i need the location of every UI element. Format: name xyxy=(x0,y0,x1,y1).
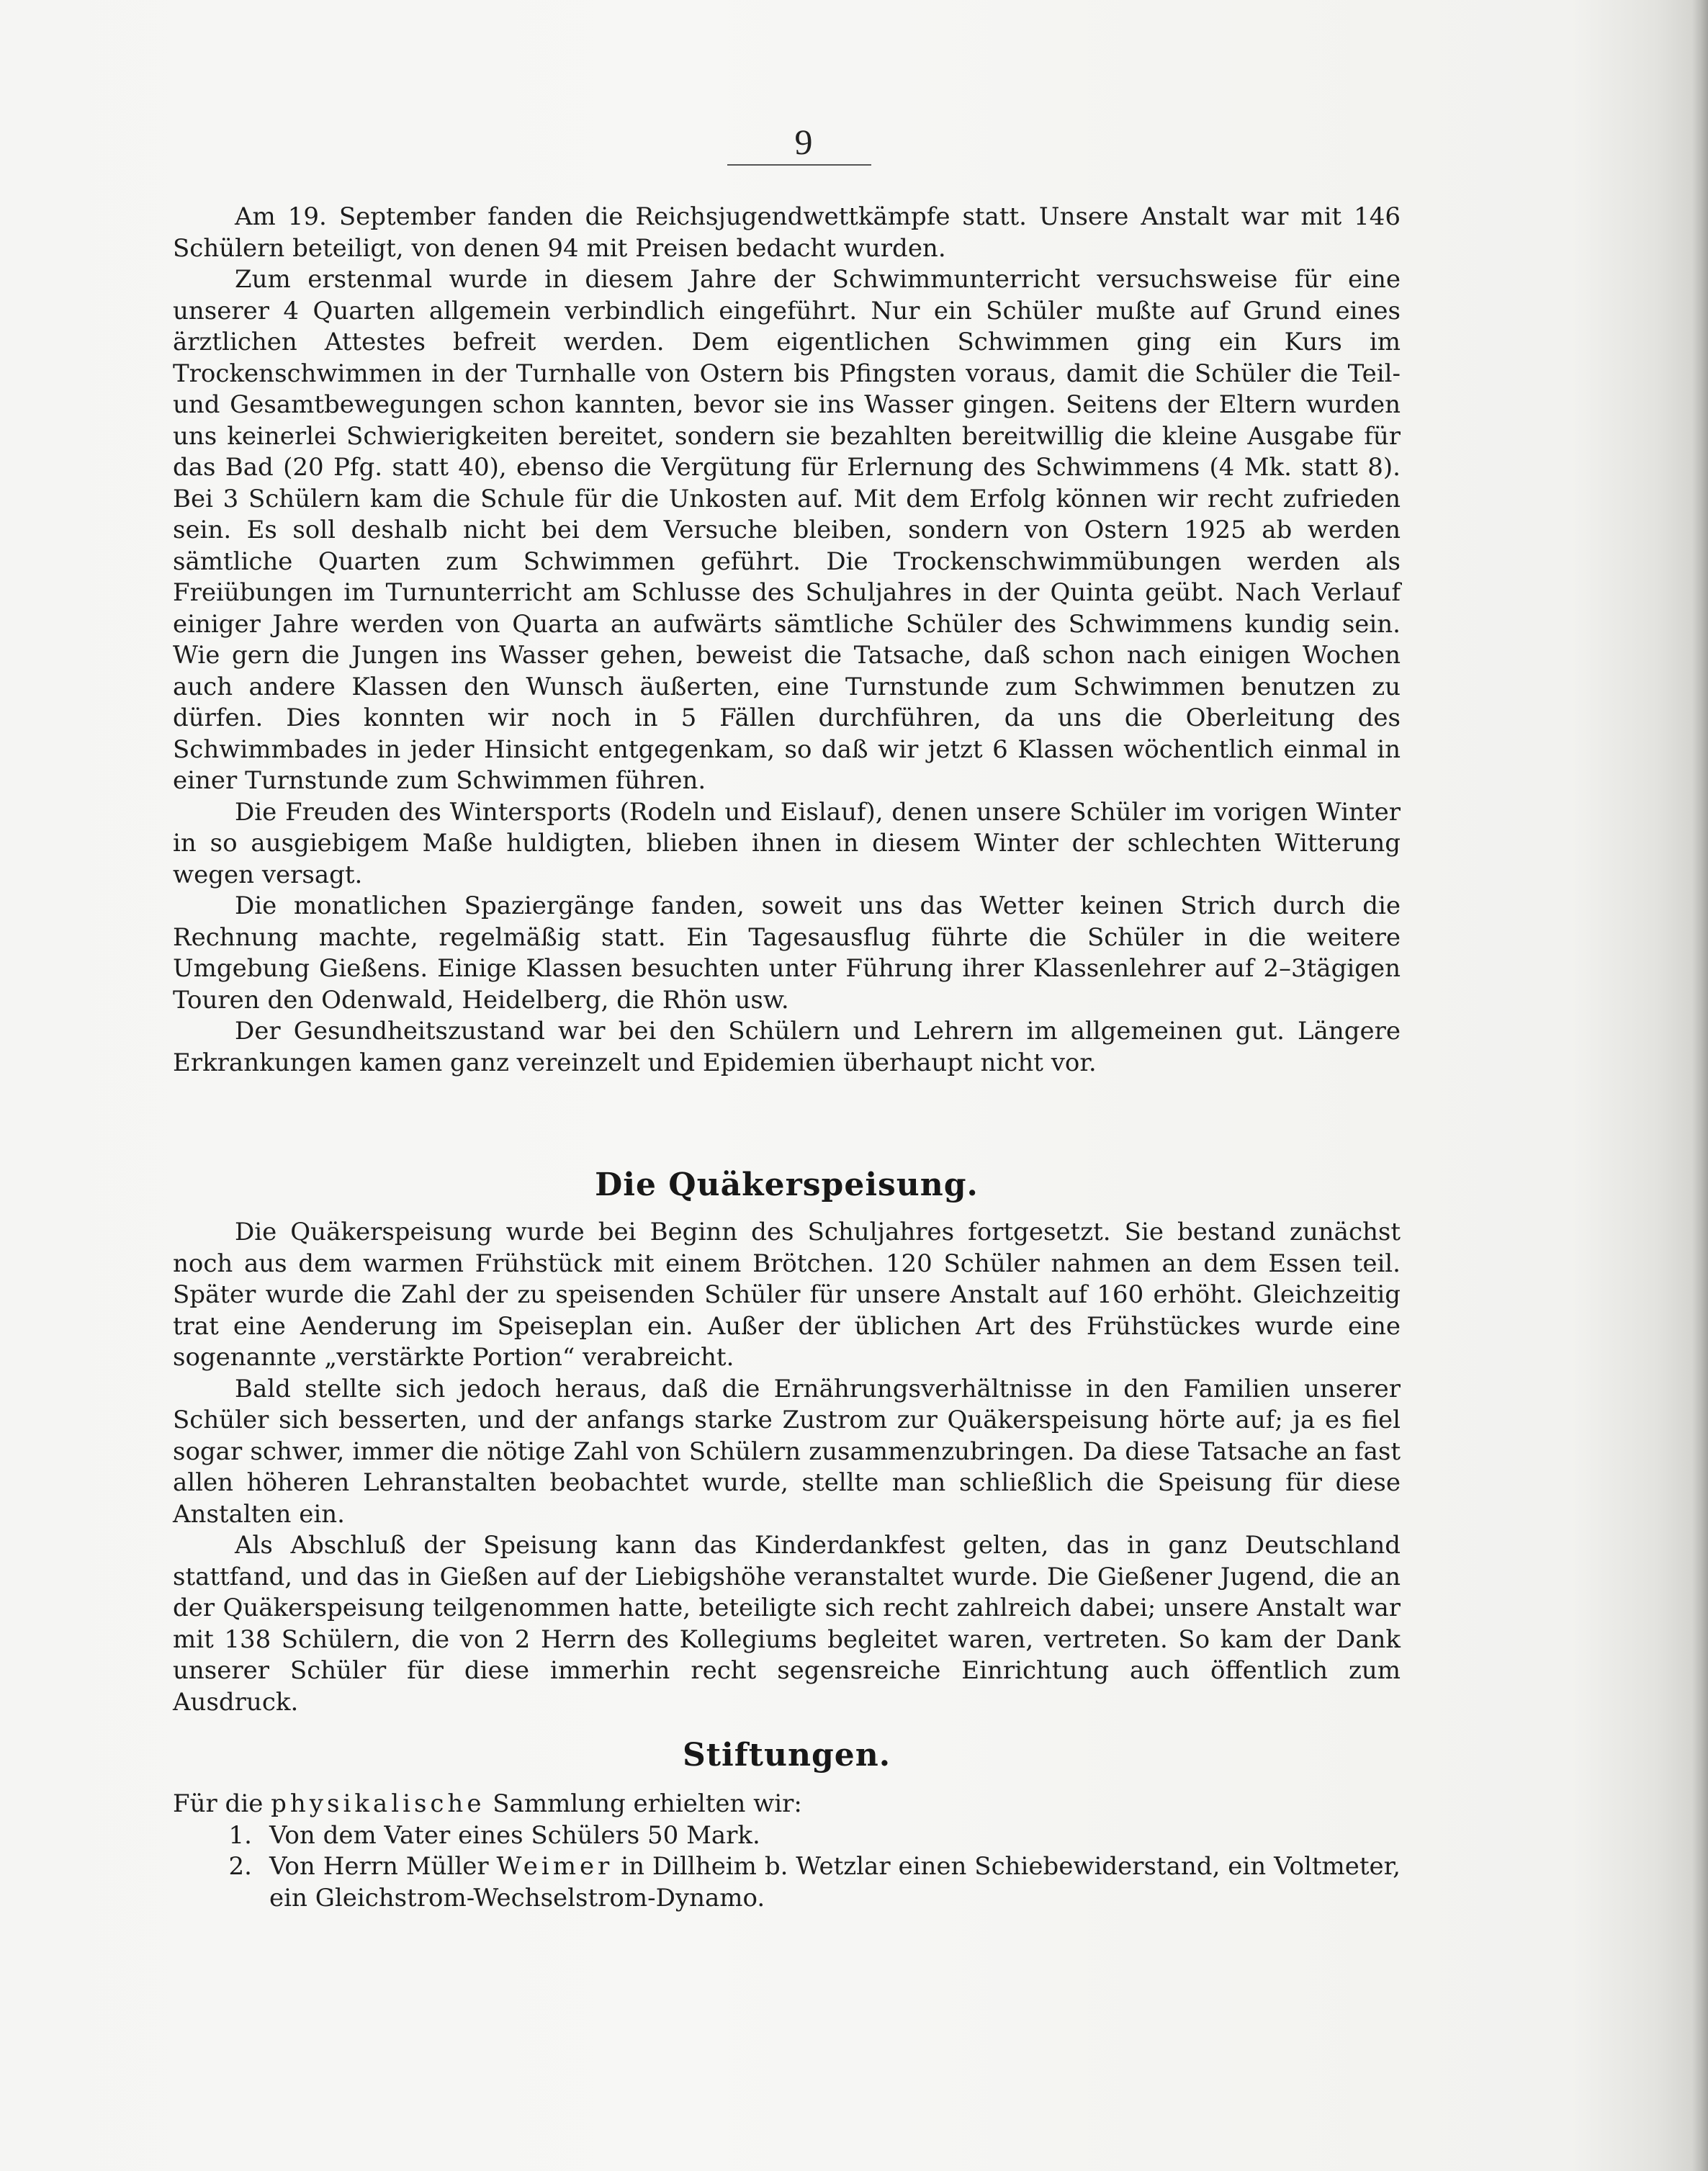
item-emphasis: Weimer xyxy=(496,1852,613,1881)
paragraph: Die Freuden des Wintersports (Rodeln und Eislauf), denen unsere Schüler im vorigen Winter in so ausgiebigem Maße huldigten, blieben ihnen in diesem Winter der schlechten Witterung wegen versagt. xyxy=(173,797,1401,889)
section-quaekerspeisung xyxy=(173,1217,1401,1718)
paragraph: Zum erstenmal wurde in diesem Jahre der Schwimmunterricht versuchsweise für eine unserer 4 Quarten allgemein verbindlich eingeführt. Nur ein Schüler mußte auf Grund eines ärztlichen Attestes befreit werden. Dem eigentlichen Schwimmen ging ein Kurs im Trockenschwimmen in der Turnhalle von Ostern bis Pfingsten voraus, damit die Schüler die Teil- und Gesamtbewegungen schon kannten, bevor sie ins Wasser gingen. Seitens der Eltern wurden uns keinerlei Schwierigkeiten bereitet, sondern sie bezahlten bereitwillig die kleine Ausgabe für das Bad (20 Pfg. statt 40), ebenso die Vergütung für Erlernung des Schwimmens (4 Mk. statt 8). Bei 3 Schülern kam die Schule für die Unkosten auf. Mit dem Erfolg können wir recht zufrieden sein. Es soll deshalb nicht bei dem Versuche bleiben, sondern von Ostern 1925 ab werden sämtliche Quarten zum Schwimmen geführt. Die Trockenschwimmübungen werden als Freiübungen im Turnunterricht am Schlusse des Schuljahres in der Quinta geübt. Nach Verlauf einiger Jahre werden von Quarta an aufwärts sämtliche Schüler des Schwimmens kundig sein. Wie gern die Jungen ins Wasser gehen, beweist die Tatsache, daß schon nach einigen Wochen auch andere Klassen den Wunsch äußerten, eine Turnstunde zum Schwimmen benutzen zu dürfen. Dies konnten wir noch in 5 Fällen durchführen, da uns die Oberleitung des Schwimmbades in jeder Hinsicht entgegenkam, so daß wir jetzt 6 Klassen wöchentlich einmal in einer Turnstunde zum Schwimmen führen. xyxy=(173,265,1401,795)
paragraph: Der Gesundheitszustand war bei den Schülern und Lehrern im allgemeinen gut. Längere Erkrankungen kamen ganz vereinzelt und Epidemien überhaupt nicht vor. xyxy=(173,1017,1401,1077)
intro-text: Sammlung erhielten wir: xyxy=(493,1789,802,1818)
list-item-text: Von dem Vater eines Schülers 50 Mark. xyxy=(269,1820,760,1850)
page-number: 9 xyxy=(794,122,813,162)
paragraph: Am 19. September fanden die Reichsjugendwettkämpfe statt. Unsere Anstalt war mit 146 Schülern beteiligt, von denen 94 mit Preisen bedacht wurden. xyxy=(173,202,1401,263)
list-item-text xyxy=(269,1851,1401,1914)
page-number-rule xyxy=(727,164,871,166)
paragraph: Als Abschluß der Speisung kann das Kinderdankfest gelten, das in ganz Deutschland stattfand, und das in Gießen auf der Liebigshöhe veranstaltet wurde. Die Gießener Jugend, die an der Quäkerspeisung teilgenommen hatte, beteiligte sich recht zahlreich dabei; unsere Anstalt war mit 138 Schülern, die von 2 Herrn des Kollegiums begleitet waren, vertreten. So kam der Dank unserer Schüler für diese immerhin recht segensreiche Einrichtung auch öffentlich zum Ausdruck. xyxy=(173,1531,1401,1717)
paragraph: Die monatlichen Spaziergänge fanden, soweit uns das Wetter keinen Strich durch die Rechnung machte, regelmäßig statt. Ein Tagesausflug führte die Schüler in die weitere Umgebung Gießens. Einige Klassen besuchten unter Führung ihrer Klassenlehrer auf 2–3tägigen Touren den Odenwald, Heidelberg, die Rhön usw. xyxy=(173,891,1401,1015)
list-intro xyxy=(173,1789,1401,1820)
list-item-number: 1. xyxy=(228,1820,252,1850)
paragraph: Die Quäkerspeisung wurde bei Beginn des Schuljahres fortgesetzt. Sie bestand zunächst noch aus dem warmen Frühstück mit einem Brötchen. 120 Schüler nahmen an dem Essen teil. Später wurde die Zahl der zu speisenden Schüler für unsere Anstalt auf 160 erhöht. Gleichzeitig trat eine Aenderung im Speiseplan ein. Außer der üblichen Art des Frühstückes wurde eine sogenannte „verstärkte Portion“ verabreicht. xyxy=(173,1218,1401,1372)
intro-emphasis: physikalische xyxy=(271,1789,485,1818)
list-item-number: 2. xyxy=(228,1852,252,1881)
item-text: in Dillheim b. Wetzlar einen Schiebewiderstand, ein Voltmeter, ein Gleichstrom-Wechselstrom-Dynamo. xyxy=(269,1852,1401,1912)
section-sports xyxy=(173,202,1401,1079)
section-stiftungen xyxy=(173,1789,1401,1914)
section-heading-quaekerspeisung: Die Quäkerspeisung. xyxy=(595,1167,979,1203)
paragraph: Bald stellte sich jedoch heraus, daß die Ernährungsverhältnisse in den Familien unserer Schüler sich besserten, und der anfangs starke Zustrom zur Quäkerspeisung hörte auf; ja es fiel sogar schwer, immer die nötige Zahl von Schülern zusammenzubringen. Da diese Tatsache an fast allen höheren Lehranstalten beobachtet wurde, stellte man schließlich die Speisung für diese Anstalten ein. xyxy=(173,1374,1401,1529)
section-heading-stiftungen: Stiftungen. xyxy=(682,1737,891,1774)
list-item xyxy=(173,1820,1401,1852)
list-item xyxy=(173,1851,1401,1914)
page-edge-shadow xyxy=(1692,0,1708,2171)
item-text: Von Herrn Müller xyxy=(269,1852,489,1881)
intro-text: Für die xyxy=(173,1789,264,1818)
